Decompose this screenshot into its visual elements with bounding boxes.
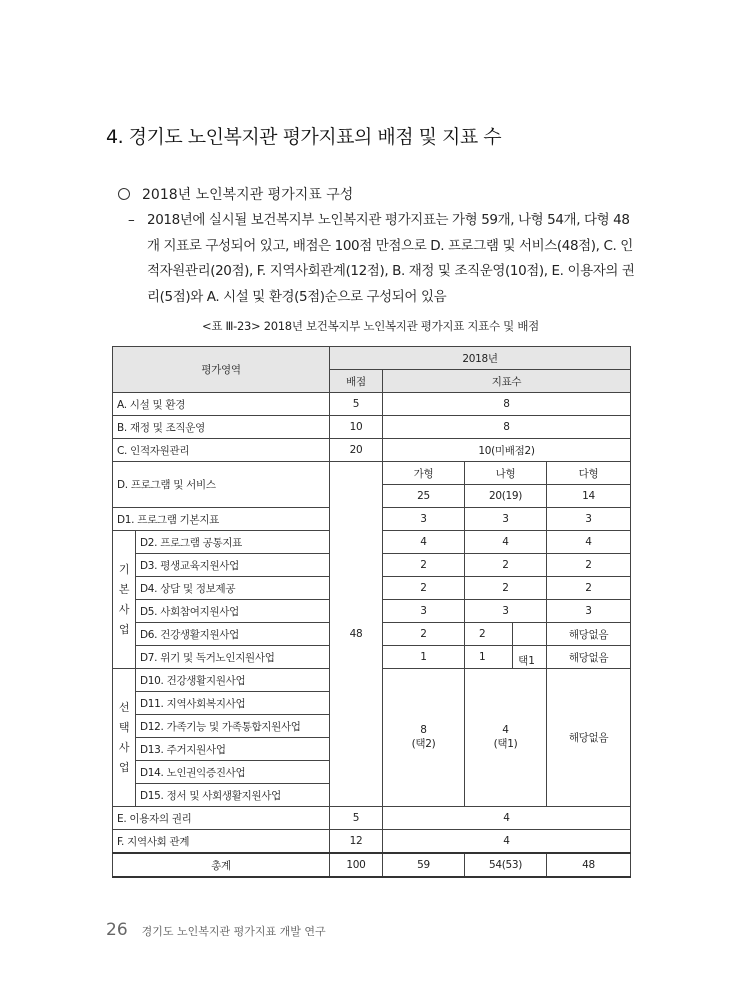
row-d5-da: 3 bbox=[547, 600, 631, 623]
row-e-label: E. 이용자의 권리 bbox=[113, 807, 330, 830]
row-c-count: 10(미배점2) bbox=[383, 439, 631, 462]
section-heading: 4. 경기도 노인복지관 평가지표의 배점 및 지표 수 bbox=[106, 126, 502, 148]
row-d4-na: 2 bbox=[465, 577, 547, 600]
total-ga: 59 bbox=[383, 853, 465, 877]
row-d10-label: D10. 건강생활지원사업 bbox=[136, 669, 330, 692]
body-paragraph bbox=[128, 208, 636, 310]
row-d5-na: 3 bbox=[465, 600, 547, 623]
row-d1-da: 3 bbox=[547, 508, 631, 531]
row-f-score: 12 bbox=[330, 830, 383, 854]
row-d7-da: 해당없음 bbox=[547, 646, 631, 669]
row-d7-label: D7. 위기 및 독거노인지원사업 bbox=[136, 646, 330, 669]
circle-bullet-icon bbox=[118, 188, 130, 200]
row-d4-ga: 2 bbox=[383, 577, 465, 600]
row-b-count: 8 bbox=[383, 416, 631, 439]
choice-one-note: 택1 bbox=[518, 655, 535, 667]
row-d14-label: D14. 노인권익증진사업 bbox=[136, 761, 330, 784]
row-d11-label: D11. 지역사회복지사업 bbox=[136, 692, 330, 715]
row-d1-label: D1. 프로그램 기본지표 bbox=[113, 508, 330, 531]
row-d-label: D. 프로그램 및 서비스 bbox=[113, 462, 330, 508]
row-d2-ga: 4 bbox=[383, 531, 465, 554]
header-area: 평가영역 bbox=[113, 347, 330, 393]
row-d6-label: D6. 건강생활지원사업 bbox=[136, 623, 330, 646]
paragraph-text: 2018년에 실시될 보건복지부 노인복지관 평가지표는 가형 59개, 나형 54개, 다형 48개 지표로 구성되어 있고, 배점은 100점 만점으로 D. 프로그램 및 서비스(48점), C. 인적자원관리(20점), F. 지역사회관계(12점), B. 재정 및 조직운영(10점), E. 이용자의 권리(5점)와 A. 시설 및 환경(5점)순으로 구성되어 있음 bbox=[147, 212, 635, 305]
row-d6-ga: 2 bbox=[383, 623, 465, 646]
row-d-ga: 25 bbox=[383, 485, 465, 508]
row-d-da: 14 bbox=[547, 485, 631, 508]
row-d13-label: D13. 주거지원사업 bbox=[136, 738, 330, 761]
selective-ga: 8 (택2) bbox=[383, 669, 465, 807]
row-d2-na: 4 bbox=[465, 531, 547, 554]
row-d6-na: 2 bbox=[465, 623, 547, 646]
row-d5-ga: 3 bbox=[383, 600, 465, 623]
row-d1-ga: 3 bbox=[383, 508, 465, 531]
header-count: 지표수 bbox=[383, 370, 631, 393]
footer-title: 경기도 노인복지관 평가지표 개발 연구 bbox=[141, 925, 326, 938]
row-f-count: 4 bbox=[383, 830, 631, 854]
score-table bbox=[112, 346, 631, 878]
total-na: 54(53) bbox=[465, 853, 547, 877]
row-f-label: F. 지역사회 관계 bbox=[113, 830, 330, 854]
row-d4-label: D4. 상담 및 정보제공 bbox=[136, 577, 330, 600]
basic-program-group: 기 본 사 업 bbox=[113, 531, 136, 669]
page-footer bbox=[106, 920, 326, 940]
selective-da: 해당없음 bbox=[547, 669, 631, 807]
row-d15-label: D15. 정서 및 사회생활지원사업 bbox=[136, 784, 330, 807]
row-b-score: 10 bbox=[330, 416, 383, 439]
row-a-count: 8 bbox=[383, 393, 631, 416]
row-d-na: 20(19) bbox=[465, 485, 547, 508]
total-score: 100 bbox=[330, 853, 383, 877]
type-ga-header: 가형 bbox=[383, 462, 465, 485]
row-d3-da: 2 bbox=[547, 554, 631, 577]
row-c-label: C. 인적자원관리 bbox=[113, 439, 330, 462]
row-d1-na: 3 bbox=[465, 508, 547, 531]
row-d2-da: 4 bbox=[547, 531, 631, 554]
selective-program-group: 선 택 사 업 bbox=[113, 669, 136, 807]
row-d3-label: D3. 평생교육지원사업 bbox=[136, 554, 330, 577]
table-caption: <표 Ⅲ-23> 2018년 보건복지부 노인복지관 평가지표 지표수 및 배점 bbox=[202, 319, 539, 333]
type-na-header: 나형 bbox=[465, 462, 547, 485]
page-number: 26 bbox=[106, 920, 128, 940]
dash-bullet: – bbox=[128, 212, 135, 228]
row-d6-da: 해당없음 bbox=[547, 623, 631, 646]
type-da-header: 다형 bbox=[547, 462, 631, 485]
total-da: 48 bbox=[547, 853, 631, 877]
row-d3-na: 2 bbox=[465, 554, 547, 577]
row-c-score: 20 bbox=[330, 439, 383, 462]
subsection-title: 2018년 노인복지관 평가지표 구성 bbox=[142, 187, 354, 203]
row-e-score: 5 bbox=[330, 807, 383, 830]
row-d5-label: D5. 사회참여지원사업 bbox=[136, 600, 330, 623]
row-e-count: 4 bbox=[383, 807, 631, 830]
row-d-score: 48 bbox=[330, 462, 383, 807]
row-d7-na: 1 bbox=[465, 646, 547, 669]
row-d4-da: 2 bbox=[547, 577, 631, 600]
row-d3-ga: 2 bbox=[383, 554, 465, 577]
row-b-label: B. 재정 및 조직운영 bbox=[113, 416, 330, 439]
subsection-bullet bbox=[118, 184, 353, 204]
row-d7-ga: 1 bbox=[383, 646, 465, 669]
row-d12-label: D12. 가족기능 및 가족통합지원사업 bbox=[136, 715, 330, 738]
row-d2-label: D2. 프로그램 공통지표 bbox=[136, 531, 330, 554]
total-label: 총계 bbox=[113, 853, 330, 877]
header-year: 2018년 bbox=[330, 347, 631, 370]
row-a-score: 5 bbox=[330, 393, 383, 416]
row-a-label: A. 시설 및 환경 bbox=[113, 393, 330, 416]
selective-na: 4 (택1) bbox=[465, 669, 547, 807]
header-score: 배점 bbox=[330, 370, 383, 393]
